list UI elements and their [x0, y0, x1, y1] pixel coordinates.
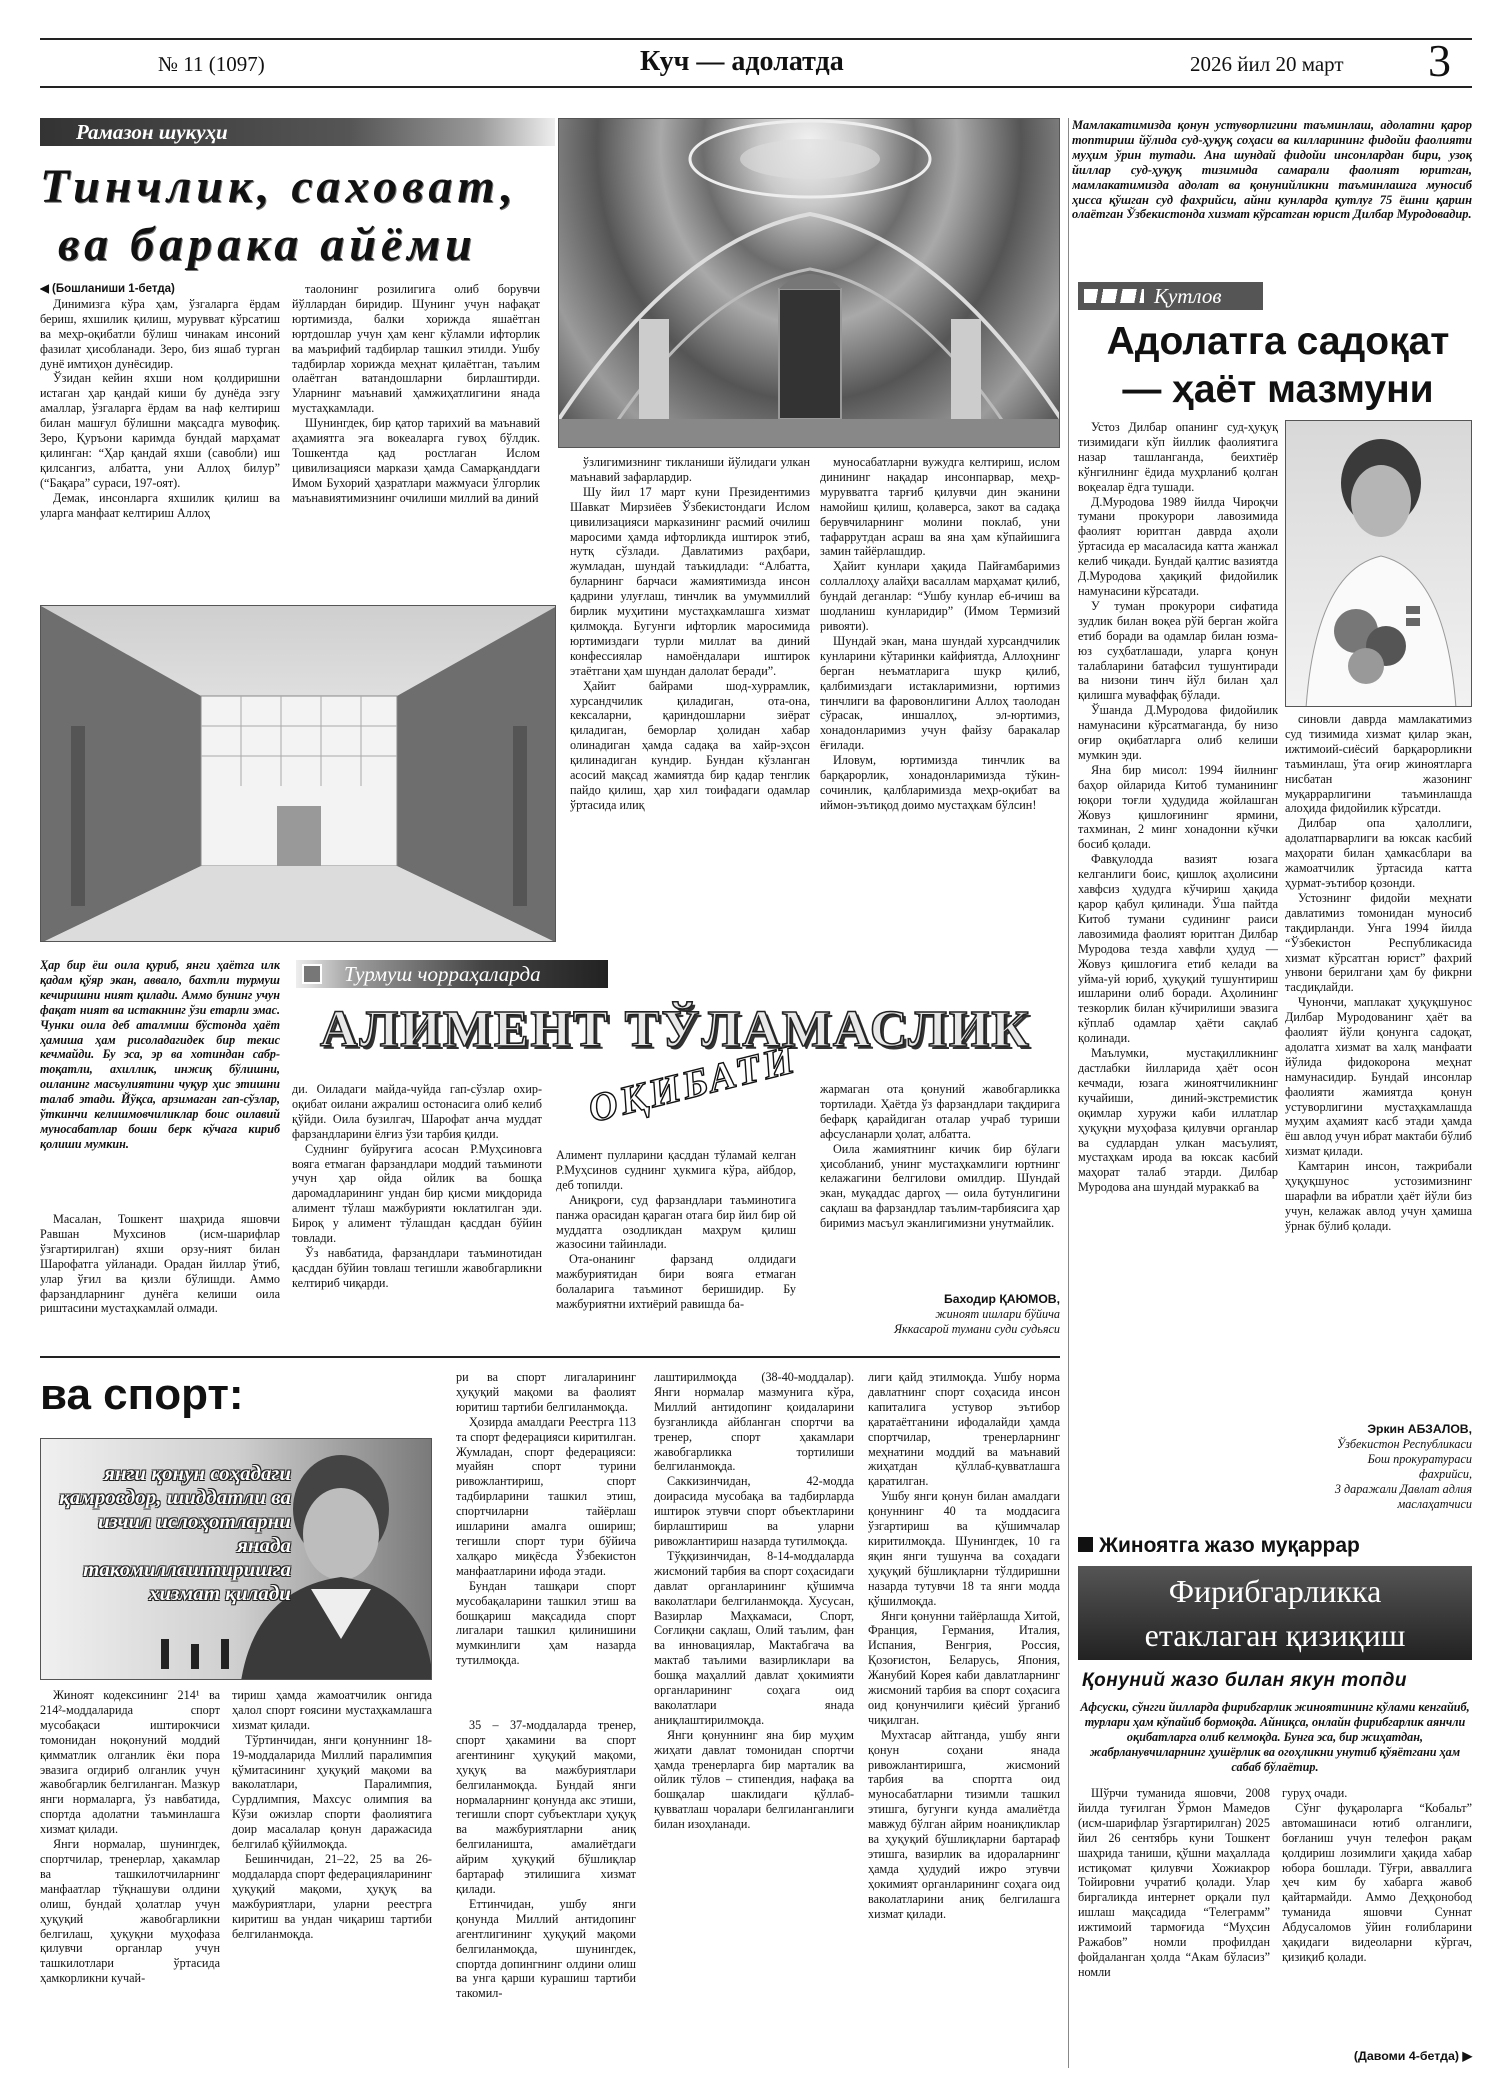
section-divider — [40, 1356, 1060, 1358]
interior-hall-photo — [40, 605, 556, 942]
firib-rubric — [1078, 1534, 1478, 1558]
newspaper-title: Куч — адолатда — [640, 46, 844, 77]
aliment-col-3 — [556, 1148, 796, 1340]
continued-link[interactable]: (Давоми 4-бетда) ▶ — [1353, 2049, 1472, 2063]
rubric-stripes-icon — [1084, 289, 1144, 303]
paragraph: Еттинчидан, ушбу янги қонунда Миллий антидопинг агентлигининг ҳуқуқий мақоми белгиланмоқда, шунингдек, спортда допингнинг олдини олиш ва унга қарши курашиш тартиби такомил- — [456, 1896, 636, 2001]
headline-line-1: Тинчлик, саховат, — [40, 160, 518, 213]
aliment-rubric — [296, 960, 608, 988]
author-role: Бош прокуратураси — [1367, 1452, 1472, 1466]
vertical-divider — [1068, 118, 1069, 2068]
sport-col-2a — [456, 1370, 636, 1715]
rubric-label: Жиноятга жазо муқаррар — [1099, 1534, 1360, 1557]
firib-col-1 — [1078, 1786, 1270, 2062]
kutlov-col-2 — [1285, 712, 1472, 1420]
paragraph: Суднинг буйруғига асосан Р.Муҳсиновга вояга етмаган фарзандлари моддий таъминоти учун ҳар ойда ойлик ва бошқа даромадларининг ундан бир қисми миқдорида алимент тўлаш мажбурияти юклатилган эди. Бироқ у алимент тўлашдан қасддан бўйин товлади. — [292, 1141, 542, 1246]
rubric-label: Қутлов — [1154, 284, 1222, 308]
kutlov-rubric — [1078, 282, 1263, 310]
paragraph: Маълумки, мустақилликнинг дастлабки йилларида ҳаёт осон кечмади, юзага жиноятчиликнинг кучайиши, диний-экстремистик оқимлар хуружи каби иллатлар ҳуқуқни муҳофаза қилувчи органлар ва судлардан улкан масъулият, мустаҳкам ирода ва юксак касбий маҳорат талаб этарди. Дилбар Муродова ана шундай мураккаб ва — [1078, 1046, 1278, 1195]
paragraph: жармаган ота қонуний жавобгарликка тортилади. Ҳаётда ўз фарзандлари тақдирига бефарқ қарайдиган оталар учраб туриши афсусланарли ҳолат, албатта. — [820, 1082, 1060, 1141]
rubric-square-icon — [302, 964, 322, 984]
aliment-col-1 — [40, 1212, 280, 1340]
sport-col-2c — [456, 1718, 636, 2058]
kutlov-signature — [1285, 1422, 1472, 1512]
paragraph: Саккизинчидан, 42-модда доирасида мусобақа ва тадбирларда иштирок этувчи спорт объектларини бирлаштириш ва уларни ривожлантириш назарда тутилмоқда. — [654, 1474, 854, 1548]
author-role: жиноят ишлари бўйича — [935, 1307, 1060, 1321]
headline-line-2: ва барака айёми — [58, 218, 477, 271]
rubric-label: Турмуш чорраҳаларда — [344, 962, 541, 986]
aliment-subtitle: ОҚИБАТИ — [583, 1035, 802, 1132]
paragraph: Бешинчидан, 21–22, 25 ва 26-моддаларда спорт федерацияларининг ҳуқуқий мақоми, ҳуқуқ ва мажбуриятлари, уларни реестрга киритиш ва ундан чиқариш тартиби белгиланмоқда. — [232, 1851, 432, 1941]
rubric-square-icon — [1078, 1537, 1093, 1552]
paragraph: Алимент пулларини қасддан тўламай келган Р.Муҳсинов суднинг ҳукмига кўра, айбдор, деб топилди. — [556, 1148, 796, 1192]
headline-line-2: етаклаган қизиқиш — [1144, 1617, 1406, 1653]
sport-col-2b — [232, 1688, 432, 2058]
paragraph: Устоз Дилбар опанинг суд-ҳуқуқ тизимидаги кўп йиллик фаолиятига назар ташланганда, беихтиёр кўнгилнинг ёдида муҳрланиб қолган воқеалар ёдга тушади. — [1078, 420, 1278, 494]
sport-col-1 — [40, 1688, 220, 2058]
sport-heading: ва спорт: — [40, 1370, 244, 1419]
page-header — [40, 35, 1472, 88]
chess-player-photo — [40, 1438, 432, 1680]
paragraph: Шундай экан, мана шундай хурсандчилик кунларини кўтаринки кайфиятда, Аллоҳнинг берган неъматларига шукр қилиб, қалбимиздаги истакларимизни, юртимиз тинчлиги ва фаровонлигини Аллоҳ таолодан сўрасак, иншаллоҳ, эл-юртимиз, хонадонларимиз учун файзу баракалар ёғилади. — [820, 633, 1060, 753]
ramazon-col-4 — [820, 455, 1060, 945]
issue-date: 2026 йил 20 март — [1190, 52, 1344, 76]
paragraph: ди. Оиладаги майда-чуйда гап-сўзлар охир-оқибат оилани ажралиш остонасига олиб келиб қўйди. Оила бузилгач, Шарофат анча муддат фарзандларини ёлғиз ўзи тарбия қилди. — [292, 1082, 542, 1141]
paragraph: ўзлигимизнинг тикланиши йўлидаги улкан маънавий зафарлардир. — [570, 455, 810, 484]
firib-lead: Афсуски, сўнгги йилларда фирибгарлик жиноятининг кўлами кенгайиб, турлари ҳам кўпайиб бормоқда. Айниқса, онлайн фирибгарлик аянчли оқибатларга олиб келмоқда. Бунга эса, бир жиҳатдан, жабрланувчиларнинг ҳушёрлик ва огоҳликни унутиб қўяётгани ҳам сабаб бўлаётир. — [1080, 1700, 1470, 1774]
kutlov-col-1 — [1078, 420, 1278, 1530]
sport-col-4 — [868, 1370, 1060, 2058]
paragraph: Ушбу янги қонун билан амалдаги қонуннинг 40 та моддасига ўзгартириш ва қўшимчалар киритилмоқда. Шунингдек, 10 га яқин янги тушунча ва соҳадаги ҳуқуқий бўшлиқларни тўлдиришни назарда тутувчи 18 та янги модда қўшилмоқда. — [868, 1489, 1060, 1608]
intro-lead: Мамлакатимизда қонун устуворлигини таъминлаш, адолатни қарор топтириш йўлида суд-ҳуқуқ соҳаси ва килларининг фидойи фаолияти муҳим ўрин тутади. Ана шундай фидойи инсонлардан бири, узоқ йиллар суд-ҳуқуқ тизимида самарали фаолият юритган, мамлакатимизда адолат ва қонунийликни таъминлашга муносиб ҳисса қўшган суд фахрийси, айни кунларда қутлуғ 75 ёшни қаршн олаётган Ўзбекистонда хизмат кўрсатган юрист Дилбар Муродовадир. — [1072, 118, 1472, 222]
paragraph: Камтарин инсон, тажрибали ҳуқуқшунос устозимизнинг шарафли ва ибратли ҳаёт йўли биз учун, келажак авлод учун ҳамиша ўрнак бўлиб қолади. — [1285, 1159, 1472, 1233]
sport-col-3 — [654, 1370, 854, 2058]
aliment-col-2 — [292, 1082, 542, 1340]
paragraph: 35 – 37-моддаларда тренер, спорт ҳакамини ва спорт агентининг ҳуқуқий мақоми, ҳуқуқ ва мажбуриятлари белгиланмоқда. Бундай янги нормаларнинг қонунда акс этиши, тегишли спорт субъектлари ҳуқуқ ва мажбуриятларни аниқ белгиланишта, амалиётдаги айрим ҳуқуқий бўшлиқлар бартараф этилишига хизмат қилади. — [456, 1718, 636, 1896]
kutlov-headline — [1078, 318, 1478, 414]
paragraph: Янги қонунни тайёрлашда Хитой, Франция, Германия, Италия, Испания, Венгрия, Россия, Қозоғистон, Беларусь, Япония, Жанубий Корея каби давлатларнинг жисмоний тарбия ва спорт соҳасига оид қонунчилиги қиёсий ўрганиб чиқилган. — [868, 1608, 1060, 1727]
paragraph: Сўнг фуқароларга “Кобальт” автомашинаси ютиб олганлиги, боғланиш учун телефон рақам қолдириш лозимлиги ҳақида хабар юбора бошлади. Тўғри, авваллига ҳеч ким бу хабарга жавоб қайтармайди. Аммо Деҳқонобод туманида яшовчи Суннат Абдусаломов ўйин ғолибларини ҳақидаги видеоларни кўргач, қизиқиб қолади. — [1282, 1800, 1472, 1964]
paragraph: Янги қонуннинг яна бир муҳим жиҳати давлат томонидан спортчи ҳамда тренерларга бир марталик ва ойлик тўлов – стипендия, нафақа ва бошқалар шаклидаги қўллаб-қувватлаш чоралари белгиланганлиги билан изоҳланади. — [654, 1727, 854, 1832]
aliment-col-4 — [820, 1082, 1060, 1290]
paragraph: Шўрчи туманида яшовчи, 2008 йилда туғилган Ўрмон Мамедов (исм-шарифлар ўзгартирилган) 2025 йил 26 сентябрь куни Тошкент шаҳрида таниши, қўшни маҳаллада истиқомат қилувчи Хожиакрор Тойировни учратиб қолади. Улар биргаликда интернет орқали пул ишлаш мақсадида “Телеграмм” ижтимоий тармоғида “Муҳсин Ражабов” номли профилдан фойдаланган ҳолда “Акам бўласиз” номли — [1078, 1786, 1270, 1979]
portrait-photo — [1285, 420, 1472, 707]
headline-line-2: — ҳаёт мазмуни — [1122, 368, 1434, 411]
hall-illustration — [41, 606, 556, 942]
paragraph: Ўзидан кейин яхши ном қолдиришни истаган ҳар қандай киши бу дунёда эзгу амаллар, ўзгаларга ёрдам ва наф келтириш билан машғул бўлишни мақсадга мувофиқ. Зеро, Қуръони каримда бундай марҳамат қилинган: “Ҳар қандай яхши (савобли) иш қилсангиз, албатта, уни Аллоҳ билур” (“Бақара” сураси, 197-оят). — [40, 371, 280, 490]
paragraph: Мухтасар айтганда, ушбу янги қонун соҳани янада ривожлантиришга, жисмоний тарбия ва спортга оид муносабатларни тизимли ташкил этишга, бугунги кунда амалиётда мавжуд бўлган айрим ноаниқликлар ва ҳуқуқий бўшлиқларни бартараф этишга, вазирлик ва идораларнинг ҳамда ҳудудий ижро этувчи ҳокимият органларининг соҳага оид ваколатларини аниқ белгилашга хизмат қилади. — [868, 1727, 1060, 1921]
ramazon-col-1 — [40, 282, 280, 602]
paragraph: Жиноят кодексининг 214¹ ва 214²-моддаларида спорт мусобақаси иштирокчиси томонидан ноқонуний моддий қимматлик олганлик ёки пора эвазига огдириб олганлик учун жавобгарлик белгиланган. Мазкур янги нормаларга, ўз навбатида, спортда адолатни таъминлашга хизмат қилади. — [40, 1688, 220, 1837]
paragraph: Шу йил 17 март куни Президентимиз Шавкат Мирзиёев Ўзбекистондаги Ислом цивилизацияси марказининг расмий очилиш маросими ҳамда ифторликда иштирок этиб, нутқ сўзлади. Давлатимиз раҳбари, жумладан, шундай таъкидлади: “Албатта, буларнинг барчаси жамиятимизда инсон қадрини улуғлаш, тинчлик ва умуммиллий бирлик муҳитини мустаҳкамлашга хизмат қилмоқда. Бугунги ифторлик маросимида юртимиздаги турли миллат ва диний конфессиялар намоёндалари иштирок этаётгани ҳам шундан далолат беради”. — [570, 484, 810, 678]
author-name: Баходир ҚАЮМОВ, — [944, 1292, 1060, 1306]
paragraph: тириш ҳамда жамоатчилик онгида ҳалол спорт ғоясини мустаҳкамлашга хизмат қилади. — [232, 1688, 432, 1732]
paragraph: Ўз навбатида, фарзандлари таъминотидан қасддан бўйин товлаш тегишли жавобгарликни келтириб чиқарди. — [292, 1245, 542, 1290]
rubric-label: Рамазон шукуҳи — [76, 120, 228, 144]
issue-number: № 11 (1097) — [158, 52, 265, 76]
paragraph: Яна бир мисол: 1994 йилнинг баҳор ойларида Китоб туманининг юқори тоғли ҳудудида жойлашган Жовуз қишлоғининг ярмини, тахминан, 2 минг хонадонни кўчки босиб қолади. — [1078, 762, 1278, 852]
continued-note: ◀ (Бошланиши 1-бетда) — [40, 283, 175, 295]
paragraph: Ҳозирда амалдаги Реестрга 113 та спорт федерацияси киритилган. Жумладан, спорт федерацияси: муайян спорт турини ривожлантириш, спорт тадбирларини ташкил этиш, спортчиларни тайёрлаш ишларини амалга ошириш; тегишли спорт тури бўйича халқаро миқёсда Ўзбекистон манфаатларини ифода этади. — [456, 1414, 636, 1578]
aliment-signature — [820, 1292, 1060, 1337]
paragraph: Ҳайит байрами шод-хуррамлик, хурсандчилик қиладиган, ота-она, кексаларни, қариндошларни зиёрат қиладиган, беморлар ҳолидан хабар олинадиган ҳамда садақа ва хайр-эҳсон қилинадиган кундир. Бундан кўзланган асосий мақсад жамиятда бир қадар тенглик пайдо қилиш, ҳар хил тоифадаги одамлар ўртасида илиқ — [570, 678, 810, 812]
page-number: 3 — [1428, 35, 1451, 86]
paragraph: ри ва спорт лигаларининг ҳуқуқий мақоми ва фаолият юритиш тартиби белгиланмоқда. — [456, 1370, 636, 1414]
article-headline — [40, 158, 560, 274]
author-role: фахрийси, — [1419, 1467, 1472, 1481]
paragraph: Бундан ташқари спорт мусобақаларини ташкил этиш ва бошқариш мақсадида спорт лигалари ташкил қилинишини мумкинлиги ҳам назарда тутилмоқда. — [456, 1578, 636, 1668]
paragraph: лиги қайд этилмоқда. Ушбу норма давлатнинг спорт соҳасида инсон капиталига устувор эътибор қаратаётганини ифодалайди ҳамда спортчилар, тренерларнинг меҳнатини моддий ва маънавий жиҳатдан қўллаб-қувватлашга қаратилган. — [868, 1370, 1060, 1489]
paragraph: лаштирилмоқда (38-40-моддалар). Янги нормалар мазмунига кўра, Миллий антидопинг қоидаларини бузганликда айбланган спортчи ва тренер, спорт ҳакамлари жавобгарликка тортилиши белгиланмоқда. — [654, 1370, 854, 1474]
aliment-headline: АЛИМЕНТ ТЎЛАМАСЛИК — [320, 1001, 1031, 1058]
author-role: Ўзбекистон Республикаси — [1336, 1437, 1472, 1451]
paragraph: Устознинг фидойи меҳнати давлатимиз томонидан муносиб тақдирланди. Унга 1994 йилда “Ўзбекистон Республикасида хизмат кўрсатган юрист” фахрий унвони берилгани ҳам бу фикрни тасдиқлайди. — [1285, 890, 1472, 995]
paragraph: Динимизга кўра ҳам, ўзгаларга ёрдам бериш, яхшилик қилиш, мурувват кўрсатиш ва меҳр-оқибатли бўлиш чинакам инсоний фазилат ҳисобланади. Зеро, биз яшаб турган дунё имтиҳон дунёсидир. — [40, 296, 280, 371]
paragraph: синовли даврда мамлакатимиз суд тизимида хизмат қилар экан, ижтимоий-сиёсий барқарорликни таъминлаш, ўта оғир жиноятларга нисбатан жазонинг муқаррарлигини таъминлашда алоҳида фидойилик кўрсатди. — [1285, 712, 1472, 816]
paragraph: Чунончи, маплакат ҳуқуқшунос Дилбар Муродованинг ҳаёт ва фаолият йўли қонунга садоқат, адолатга хизмат ва халқ манфаати йўлида фидокорона меҳнат намунасидир. Бундай инсонлар фаолияти жамиятда қонун устуворлигини мустаҳкамлашда муҳим аҳамият касб этади ҳамда ёш авлод учун ибрат мактаби бўлиб хизмат қилади. — [1285, 995, 1472, 1159]
paragraph: Янги нормалар, шунингдек, спортчилар, тренерлар, ҳакамлар ва ташкилотчиларнинг манфаатлар тўқнашуви олдини олиш, бундай ҳолатлар учун ҳуқуқий жавобгарликни белгилаш, ҳуқуқни муҳофаза қилувчи органлар учун ташкилотлари ўртасида ҳамкорликни кучай- — [40, 1837, 220, 1986]
author-role: 3 даражали Давлат адлия — [1334, 1482, 1472, 1496]
author-role: маслаҳатчиси — [1397, 1497, 1472, 1511]
firib-headline-box — [1078, 1566, 1472, 1660]
portrait-illustration — [1286, 421, 1472, 707]
paragraph: Ҳайит кунлари ҳақида Пайғамбаримиз соллаллоҳу алайҳи васаллам марҳамат қилиб, бундай деганлар: “Ушбу кунлар еб-ичиш ва шодланиш кунларидир” (Имом Термизий ривояти). — [820, 559, 1060, 633]
author-role: Яккасарой тумани суди судьяси — [894, 1322, 1060, 1336]
paragraph: Аниқроғи, суд фарзандлари таъминотига панжа орасидан қараган отага бир йил бир ой муддатга озодликдан маҳрум қилиш жазосини тайинлади. — [556, 1192, 796, 1252]
paragraph: Оила жамиятнинг кичик бир бўлаги ҳисобланиб, унинг мустаҳкамлиги юртнинг келажагини белгилови омилдир. Шундай экан, муқаддас даргоҳ — оила бутунлигини сақлаш ва фарзандлар таълим-тарбиясига ҳар биримиз масъул эканлигимизни унутмайлик. — [820, 1141, 1060, 1231]
firib-col-2 — [1282, 1786, 1472, 2048]
paragraph: Демак, инсонларга яхшилик қилиш ва уларга манфаат келтириш Аллоҳ — [40, 490, 280, 520]
rubric-bar — [40, 118, 555, 146]
paragraph: Масалан, Тошкент шаҳрида яшовчи Равшан Мухсинов (исм-шарифлар ўзгартирилган) яхши орзу-ният билан Шарофатга уйланади. Орадан йиллар ўтиб, улар ўғил ва қизли бўлишди. Аммо фарзандларнинг дунёга келиши оила риштасини мустаҳкамлай олмади. — [40, 1212, 280, 1316]
aliment-lead: Ҳар бир ёш оила қуриб, янги ҳаётга илк қадам қўяр экан, аввало, бахтли турмуш кечиришни ният қилади. Аммо бунинг учун фақат ният ва истакнинг ўзи етарли эмас. Чунки оила деб аталмиш бўстонда ҳаёт ҳамиша ҳам рисоладагидек бир текис кечмайди. Бу эса, эр ва хотиндан сабр-тоқатли, ахиллик, инжиқ бўлишни, оиланинг масъулиятини чуқур ҳис этишни талаб этади. Йўқса, арзимаган гап-сўзлар, ўткинчи келишмовчиликлар боис оилавий муносабатлар боши берк кўчага кириб қолиши мумкин. — [40, 958, 280, 1151]
photo-caption: янги қонун соҳадаги қамровдор, шиддатли ва изчил ислоҳотларни янада такомиллаштиришга хизмат қилади — [59, 1461, 291, 1605]
paragraph: Тўққизинчидан, 8-14-моддаларда жисмоний тарбия ва спорт соҳасидаги давлат органларининг қўшимча ваколатлари белгиланмоқда. Хусусан, Вазирлар Маҳкамаси, Спорт, Соғлиқни сақлаш, Олий таълим, фан ва инновациялар, Мактабгача ва мактаб таълими вазирликлари ва бошқа маҳаллий давлат ҳокимияти органларининг соҳага оид ваколатлари янада аниқлаштирилмоқда. — [654, 1548, 854, 1727]
ramazon-col-2 — [292, 282, 540, 602]
paragraph: гуруҳ очади. — [1282, 1786, 1348, 1800]
paragraph: Ўшанда Д.Муродова фидойилик намунасини кўрсатмаганда, бу низо оғир оқибатларга олиб келиши мумкин эди. — [1078, 703, 1278, 762]
paragraph: Ота-онанинг фарзанд олдидаги мажбуриятидан бири вояга етмаган болаларига таъминот беришидир. Бу мажбуриятни ихтиёрий равишда ба- — [556, 1252, 796, 1312]
paragraph: таолонинг розилигига олиб борувчи йўллардан биридир. Шунинг учун нафақат юртимизда, балки хорижда яшаётган юртдошлар учун ҳам кенг кўламли ифторлик ва маърифий тадбирлар ташкил этилди. Ушбу тадбирлар хорижда меҳнат қилаётган, таълим олаётган ватандошларни бирлаштирди. Уларнинг маънавий ҳамжиҳатлигини янада мустаҳкамлади. — [292, 282, 540, 416]
paragraph: Тўртинчидан, янги қонуннинг 18-19-моддаларида Миллий паралимпия қўмитасининг ҳуқуқий мақоми ва ваколатлари, Паралимпия, Сурдлимпия, Махсус олимпия ва Кўзи ожизлар спорти фаолиятига доир масалалар қонун даражасида белгилаб қўйилмоқда. — [232, 1732, 432, 1852]
headline-line-1: Адолатга садоқат — [1106, 320, 1450, 363]
paragraph: Иловум, юртимизда тинчлик ва барқарорлик, хонадонларимизда тўкин-сочинлик, қалбларимизда меҳр-оқибат ва иймон-эътиқод доимо мустаҳкам бўлсин! — [820, 753, 1060, 812]
paragraph: Д.Муродова 1989 йилда Чироқчи тумани прокурори лавозимида фаолият юритган даврда аҳоли ўртасида ер масаласида катта жанжал келиб чиқади. Бундай қалтис вазиятда Д.Муродова ҳақиқий фидойилик намунасини кўрсатади. — [1078, 494, 1278, 598]
headline-line-1: Фирибгарликка — [1168, 1573, 1382, 1609]
ramazon-col-3 — [570, 455, 810, 945]
paragraph: Шунингдек, бир қатор тарихий ва маънавий аҳамиятга эга вокеаларга гувоҳ бўлдик. Тошкентда қад ростлаган Ислом цивилизацияси маркази ҳамда Самарқанддаги Имом Бухорий ҳазратлари мажмуаси ўлгорлик маънавиятимизнинг очилиши миллий ва диний — [292, 416, 540, 505]
mosque-dome-photo — [558, 118, 1060, 448]
dome-illustration — [559, 119, 1060, 448]
paragraph: муносабатларни вужудга келтириш, ислом динининг нақадар инсонпарвар, меҳр-мурувватга тарғиб қилувчи дин эканини намойиш қилиш, қолаверса, закот ва садақа берувчиларнинг молини поклаб, уни тафаррутдан асраш ва яна ҳам кўпайишига замин тайёрлашдир. — [820, 455, 1060, 559]
firib-subtitle: Қонуний жазо билан якун топди — [1082, 1670, 1408, 1691]
paragraph: У туман прокурори сифатида зудлик билан воқеа рўй берган жойга етиб боради ва одамлар билан юзма-юз суҳбатлашади, уларга қонун талабларини батафсил тушунтиради ва низони тинч йўл билан ҳал қилишга муваффақ бўлади. — [1078, 598, 1278, 703]
paragraph: Дилбар опа ҳалоллиги, адолатпарварлиги ва юксак касбий маҳорати билан ҳамкасблари ва жамоатчилик ўртасида катта ҳурмат-эътибор қозонди. — [1285, 816, 1472, 890]
paragraph: Фавқулодда вазият юзага келганлиги боис, қишлоқ аҳолисини хавфсиз ҳудудга кўчириш ҳақида қарор қабул қилинади. Ўша пайтда Китоб тумани судининг раиси лавозимида фаолият юритган Дилбар Муродова тезда хавфли ҳудуд — Жовуз қишлоғига етиб келади ва уйма-уй юриб, ҳуқуқий тушунтириш ишларини олиб боради. Аҳолининг тезкорлик билан кўчирилиши эвазига кўплаб одамлар ҳаёти сақлаб қолинади. — [1078, 852, 1278, 1046]
author-name: Эркин АБЗАЛОВ, — [1367, 1422, 1472, 1436]
